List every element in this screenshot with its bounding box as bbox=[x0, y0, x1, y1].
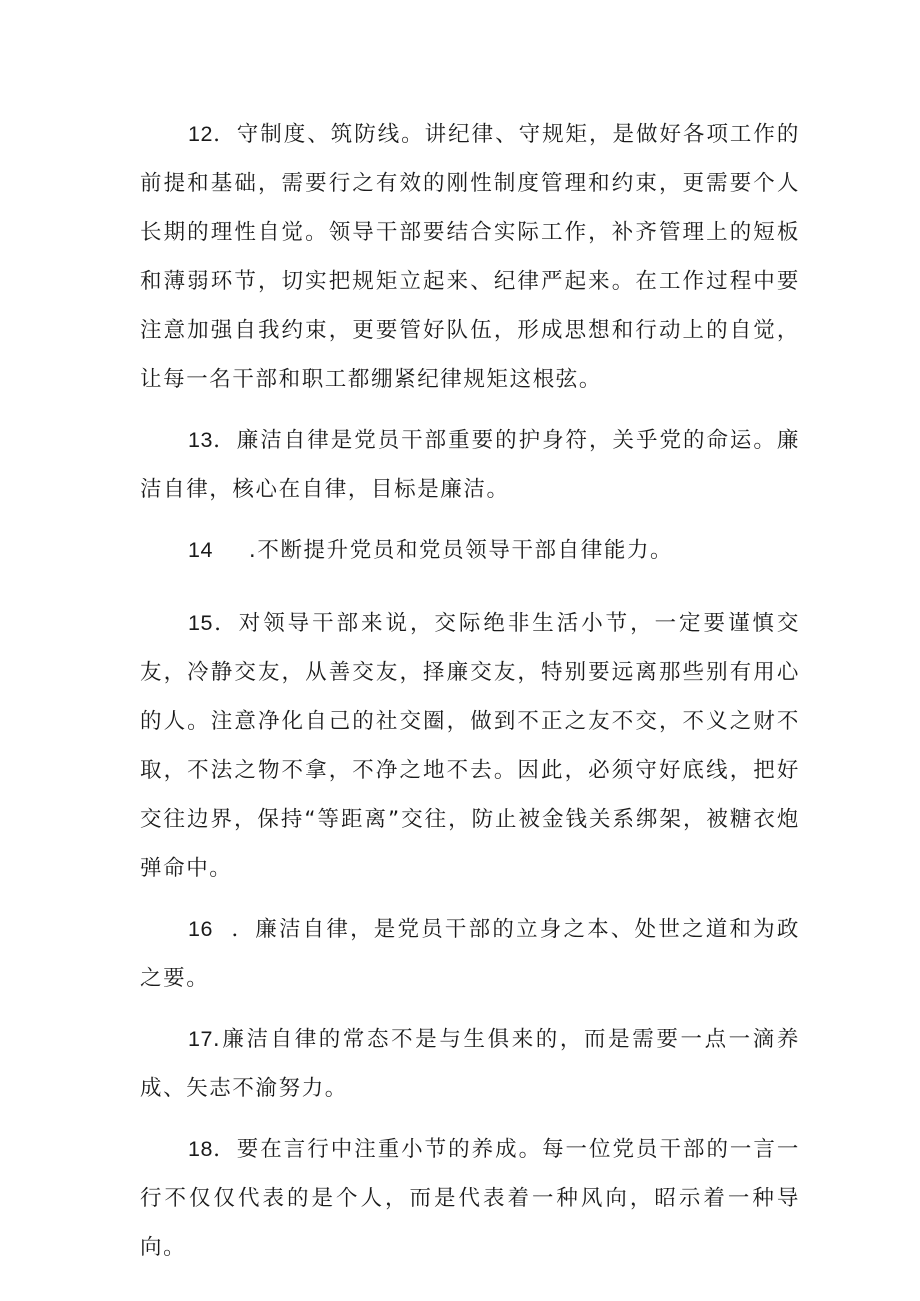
paragraph-separator: ． bbox=[230, 917, 256, 942]
paragraph-text: 廉洁自律，是党员干部的立身之本、处世之道和为政之要。 bbox=[140, 917, 800, 991]
paragraph-separator: . bbox=[248, 538, 258, 563]
paragraph-13 bbox=[140, 416, 800, 514]
paragraph-15 bbox=[140, 599, 800, 893]
paragraph-number: 13 bbox=[188, 428, 213, 452]
paragraph-number: 18 bbox=[188, 1137, 213, 1161]
paragraph-number: 12 bbox=[188, 122, 213, 146]
paragraph-text: 廉洁自律的常态不是与生俱来的，而是需要一点一滴养成、矢志不渝努力。 bbox=[140, 1027, 800, 1101]
paragraph-text: 廉洁自律是党员干部重要的护身符，关乎党的命运。廉洁自律，核心在自律，目标是廉洁。 bbox=[140, 428, 800, 502]
paragraph-number: 15 bbox=[188, 611, 213, 635]
paragraph-number: 16 bbox=[188, 917, 213, 941]
paragraph-separator: ． bbox=[212, 428, 237, 453]
paragraph-number: 14 bbox=[188, 538, 213, 562]
paragraph-separator: . bbox=[212, 1027, 222, 1052]
paragraph-17 bbox=[140, 1015, 800, 1113]
paragraph-16 bbox=[140, 905, 800, 1003]
document-body bbox=[140, 110, 800, 1284]
paragraph-text: 对领导干部来说，交际绝非生活小节，一定要谨慎交友，冷静交友，从善交友，择廉交友，特别要远离那些别有用心的人。注意净化自己的社交圈，做到不正之友不交，不义之财不取，不法之物不拿，不净之地不去。因此，必须守好底线，把好交往边界，保持“等距离”交往，防止被金钱关系绑架，被糖衣炮弹命中。 bbox=[140, 611, 800, 881]
paragraph-14 bbox=[140, 526, 800, 575]
paragraph-text: 守制度、筑防线。讲纪律、守规矩，是做好各项工作的前提和基础，需要行之有效的刚性制度管理和约束，更需要个人长期的理性自觉。领导干部要结合实际工作，补齐管理上的短板和薄弱环节，切实把规矩立起来、纪律严起来。在工作过程中要注意加强自我约束，更要管好队伍，形成思想和行动上的自觉，让每一名干部和职工都绷紧纪律规矩这根弦。 bbox=[140, 122, 800, 392]
paragraph-18 bbox=[140, 1125, 800, 1272]
paragraph-text: 不断提升党员和党员领导干部自律能力。 bbox=[257, 538, 674, 563]
paragraph-separator: ． bbox=[212, 1137, 237, 1162]
paragraph-number: 17 bbox=[188, 1027, 213, 1051]
paragraph-12 bbox=[140, 110, 800, 404]
paragraph-separator: ． bbox=[212, 122, 237, 147]
paragraph-separator: ． bbox=[212, 611, 239, 636]
paragraph-text: 要在言行中注重小节的养成。每一位党员干部的一言一行不仅仅代表的是个人，而是代表着一种风向，昭示着一种导向。 bbox=[140, 1137, 800, 1260]
